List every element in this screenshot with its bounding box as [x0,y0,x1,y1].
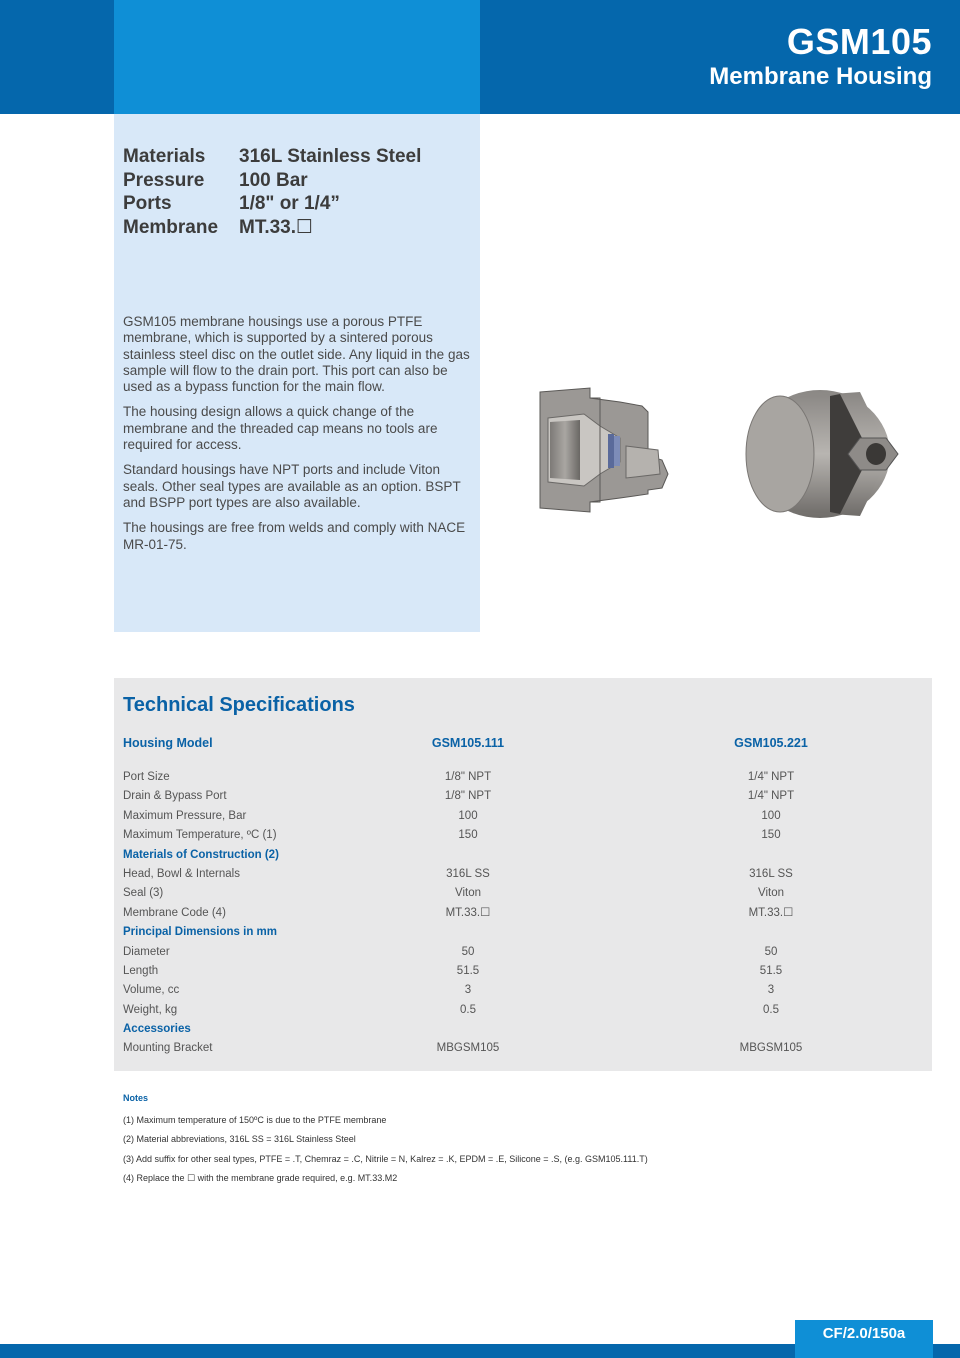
note-line: (4) Replace the ☐ with the membrane grade required, e.g. MT.33.M2 [123,1173,398,1184]
spec-row [123,787,923,806]
spec-cell: Mounting Bracket [123,1042,213,1055]
spec-row [123,807,923,826]
spec-cell: 1/4" NPT [747,790,795,803]
notes-title: Notes [123,1093,149,1103]
property-row [123,145,421,169]
spec-cell: 100 [761,809,781,822]
property-value: 100 Bar [239,169,308,191]
spec-cell: 150 [458,829,478,842]
spec-cell: Drain & Bypass Port [123,790,227,803]
spec-title: Technical Specifications [123,694,355,716]
spec-section-row [123,923,923,942]
property-row [123,192,421,216]
property-label: Materials [123,146,206,167]
property-row [123,216,421,240]
spec-row [123,962,923,981]
page-title [709,22,932,92]
property-label: Pressure [123,169,205,191]
spec-cell: 50 [461,945,475,958]
spec-row [123,1001,923,1020]
description-paragraph: The housings are free from welds and comply with NACE MR-01-75. [123,520,466,552]
spec-cell: 100 [458,809,478,822]
spec-section-row [123,1020,923,1039]
spec-section-label: Principal Dimensions in mm [123,926,278,939]
property-list [123,145,421,239]
spec-cell: MT.33.☐ [445,906,491,919]
property-row [123,169,421,193]
property-value: 316L Stainless Steel [239,146,422,167]
spec-cell: 316L SS [446,867,490,880]
property-value: MT.33.☐ [239,216,314,238]
summary-panel [114,114,480,632]
spec-cell: Volume, cc [123,984,180,997]
spec-cell: 50 [764,945,778,958]
assembled-view [746,390,898,518]
spec-cell: 1/8" NPT [444,771,492,783]
spec-table [114,678,932,1071]
note-line: (2) Material abbreviations, 316L SS = 316L Stainless Steel [123,1134,356,1145]
spec-section-label: Accessories [123,1023,191,1036]
property-label: Ports [123,193,172,214]
spec-cell: MBGSM105 [436,1042,500,1055]
spec-row [123,826,923,845]
spec-cell: 150 [761,829,781,842]
product-code: GSM105 [786,21,932,62]
property-value: 1/8" or 1/4” [239,193,340,214]
spec-header-cell: GSM105.221 [734,736,808,750]
spec-header-row [123,736,923,752]
spec-section-row [123,846,923,865]
spec-cell: 0.5 [763,1003,779,1016]
spec-cell: Seal (3) [123,887,164,900]
spec-cell: Viton [454,887,481,900]
description [123,314,473,562]
spec-row [123,943,923,962]
notes [123,1093,923,1189]
spec-cell: 51.5 [759,964,783,977]
spec-header-cell: Housing Model [123,736,213,750]
spec-rows [123,768,923,1059]
spec-row [123,865,923,884]
spec-cell: MT.33.☐ [748,906,794,919]
spec-row [123,981,923,1000]
spec-row [123,904,923,923]
note-line: (1) Maximum temperature of 150ºC is due to the PTFE membrane [123,1115,387,1125]
spec-section-label: Materials of Construction (2) [123,848,279,861]
spec-cell: 51.5 [456,964,480,977]
description-paragraph: Standard housings have NPT ports and include Viton seals. Other seal types are available as an option. BSPT and BSPP port types are also available. [123,462,461,510]
spec-cell: Diameter [123,945,170,958]
spec-cell: 3 [767,984,775,997]
spec-cell: MBGSM105 [739,1042,803,1055]
note-line: (3) Add suffix for other seal types, PTFE = .T, Chemraz = .C, Nitrile = N, Kalrez = .K, EPDM = .E, Silicone = .S, (e.g. GSM105.111.T) [123,1153,648,1164]
product-name: Membrane Housing [709,63,932,90]
description-paragraph: The housing design allows a quick change of the membrane and the threaded cap means no tools are required for access. [123,404,438,453]
spec-cell: Port Size [123,771,170,783]
spec-cell: Head, Bowl & Internals [123,867,240,880]
document-code: CF/2.0/150a [795,1320,933,1358]
spec-cell: 316L SS [749,867,793,880]
spec-cell: 1/4" NPT [747,771,795,783]
spec-cell: Viton [757,887,784,900]
header-accent-block [114,0,480,114]
spec-cell: Length [123,964,159,977]
spec-cell: Membrane Code (4) [123,906,226,919]
spec-row [123,768,923,787]
spec-cell: 0.5 [460,1003,476,1016]
spec-row [123,1039,923,1058]
spec-cell: Maximum Pressure, Bar [123,809,247,822]
spec-cell: Weight, kg [123,1003,178,1016]
product-image [530,378,910,528]
spec-header-cell: GSM105.111 [431,736,505,750]
spec-row [123,884,923,903]
spec-cell: 1/8" NPT [444,790,492,803]
description-paragraph: GSM105 membrane housings use a porous PTFE membrane, which is supported by a sintered porous stainless steel disc on the outlet side. Any liquid in the gas sample will flow to the drain port. This port can also be used as a bypass function for the main flow. [123,314,470,395]
cutaway-view [540,388,668,512]
spec-cell: Maximum Temperature, ºC (1) [123,829,277,842]
property-label: Membrane [123,216,219,238]
spec-cell: 3 [464,984,472,997]
